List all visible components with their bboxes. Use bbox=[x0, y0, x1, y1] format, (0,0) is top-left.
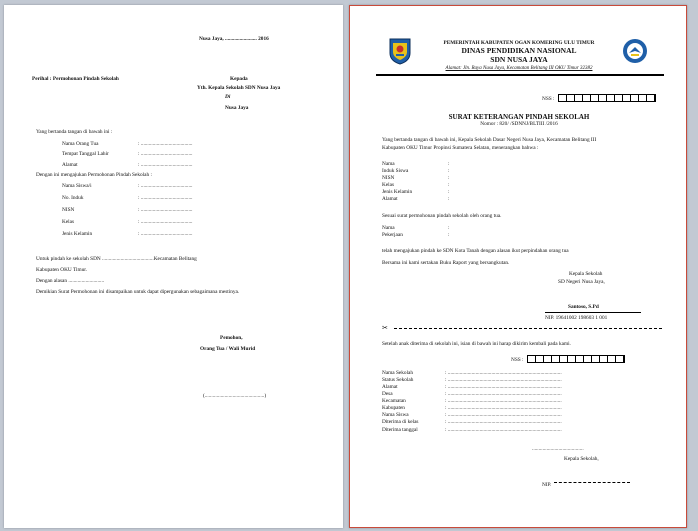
nss2-label: NSS : bbox=[511, 357, 524, 363]
cut-line bbox=[394, 328, 662, 329]
sign2-title: Kepala Sekolah, bbox=[564, 456, 599, 462]
field-label: Alamat bbox=[382, 384, 398, 390]
field-label: Pekerjaan bbox=[382, 232, 403, 238]
field-value: : ...................................................................................... bbox=[445, 370, 562, 376]
request-line: Sesuai surat permohonan pindah sekolah oleh orang tua. bbox=[382, 213, 502, 219]
signature-rule bbox=[545, 312, 641, 313]
sign-role: Orang Tua / Wali Murid bbox=[200, 346, 256, 352]
sign-title: Kepala Sekolah bbox=[569, 271, 603, 277]
field-label: Kecamatan bbox=[382, 398, 406, 404]
field-label: Nama bbox=[382, 225, 395, 231]
field-colon: : bbox=[448, 182, 450, 188]
field-label: Tempat Tanggal Lahir bbox=[62, 151, 109, 157]
sign-school: SD Negeri Nusa Jaya, bbox=[558, 279, 605, 285]
intro-line-2: Kabupaten OKU Timur Propinsi Sumatera Selatan, menerangkan bahwa : bbox=[382, 145, 539, 151]
field-value: : ...................................................................................... bbox=[445, 405, 562, 411]
field-value: : ....................................... bbox=[138, 151, 193, 157]
letter-date: Nusa Jaya, ........................ 2016 bbox=[199, 36, 269, 42]
field-value: : ...................................................................................... bbox=[445, 377, 562, 383]
field-value: : ....................................... bbox=[138, 141, 193, 147]
page-left bbox=[4, 5, 343, 528]
request-intro: Dengan ini mengajukan Permohonan Pindah Sekolah : bbox=[36, 172, 152, 178]
field-label: Kelas bbox=[62, 219, 75, 225]
header-rule bbox=[376, 74, 664, 76]
field-colon: : bbox=[448, 232, 450, 238]
cut-note: Setelah anak diterima di sekolah ini, isian di bawah ini harap dikirim kembali pada kami. bbox=[382, 341, 571, 347]
field-label: Induk Siswa bbox=[382, 168, 409, 174]
field-value: : ...................................................................................... bbox=[445, 419, 562, 425]
nss-label: NSS : bbox=[542, 96, 555, 102]
field-label: NISN bbox=[62, 207, 75, 213]
field-label: Alamat bbox=[62, 162, 78, 168]
field-label: Alamat bbox=[382, 196, 398, 202]
signer-nip: NIP. 19641002 198603 1 001 bbox=[545, 315, 608, 321]
header-address: Alamat: Jln. Raya Nusa Jaya, Kecamatan Belitang III OKU Timur 32382 bbox=[445, 66, 593, 71]
header-dinas: DINAS PENDIDIKAN NASIONAL bbox=[461, 46, 577, 55]
submitted-line: telah mengajukan pindah ke SDN Kota Tanah dengan alasan ikut perpindahan orang tua bbox=[382, 248, 569, 254]
field-colon: : bbox=[448, 161, 450, 167]
attached-line: Bersama ini kami sertakan Buku Raport yang bersangkutan. bbox=[382, 260, 510, 266]
field-value: : ...................................................................................... bbox=[445, 398, 562, 404]
regency-line: Kabupaten OKU Timur. bbox=[36, 267, 88, 273]
reason-line: Dengan alasan ........................... bbox=[36, 278, 105, 284]
field-label: NISN bbox=[382, 175, 395, 181]
intro-text: Yang bertanda tangan di bawah ini : bbox=[36, 129, 113, 135]
field-value: : ....................................... bbox=[138, 195, 193, 201]
field-label: Diterima di kelas bbox=[382, 419, 419, 425]
perihal-line: Perihal : Permohonan Pindah Sekolah bbox=[32, 76, 119, 82]
sign2-date: ....................................... bbox=[532, 446, 584, 452]
scissors-icon: ✂ bbox=[382, 324, 388, 332]
field-value: : ...................................................................................... bbox=[445, 427, 562, 433]
field-label: Nama Siswa/i bbox=[62, 183, 92, 189]
field-value: : ....................................... bbox=[138, 162, 193, 168]
sign2-nip: NIP. bbox=[542, 482, 552, 488]
header-gov: PEMERINTAH KABUPATEN OGAN KOMERING ULU TIMUR bbox=[443, 40, 595, 46]
field-colon: : bbox=[448, 196, 450, 202]
field-value: : ....................................... bbox=[138, 231, 193, 237]
field-label: Kelas bbox=[382, 182, 395, 188]
field-label: Kabupaten bbox=[382, 405, 405, 411]
di-label: Di bbox=[225, 94, 231, 100]
field-value: : ....................................... bbox=[138, 183, 193, 189]
field-label: Nama Orang Tua bbox=[62, 141, 99, 147]
field-value: : ....................................... bbox=[138, 219, 193, 225]
field-colon: : bbox=[448, 168, 450, 174]
field-value: : ...................................................................................... bbox=[445, 412, 562, 418]
field-label: Jenis Kelamin bbox=[382, 189, 413, 195]
sign-title: Pemohon, bbox=[220, 335, 243, 341]
field-label: Jenis Kelamin bbox=[62, 231, 93, 237]
sign2-rule bbox=[554, 482, 630, 483]
field-label: Nama Sekolah bbox=[382, 370, 414, 376]
field-colon: : bbox=[448, 175, 450, 181]
field-colon: : bbox=[448, 225, 450, 231]
sign-blank: (.............................................) bbox=[203, 393, 267, 399]
intro-line-1: Yang bertanda tangan di bawah ini, Kepala Sekolah Dasar Negeri Nusa Jaya, Kecamatan Belitang III bbox=[382, 137, 597, 143]
field-value: : ...................................................................................... bbox=[445, 391, 562, 397]
header-school: SDN NUSA JAYA bbox=[490, 55, 548, 64]
destination-line: Untuk pindah ke sekolah SDN .......................................Kecamatan Belitang bbox=[36, 256, 197, 262]
closing-line: Demikian Surat Permohonan ini disampaikan untuk dapat dipergunakan sebagaimana mestinya. bbox=[36, 289, 240, 295]
field-label: No. Induk bbox=[62, 195, 84, 201]
field-value: : ....................................... bbox=[138, 207, 193, 213]
field-label: Diterima tanggal bbox=[382, 427, 418, 433]
field-label: Nama Siswa bbox=[382, 412, 409, 418]
recipient-line: Yth. Kepala Sekolah SDN Nusa Jaya bbox=[197, 85, 281, 91]
kepada-label: Kepada bbox=[230, 76, 248, 82]
field-label: Nama bbox=[382, 161, 395, 167]
doc-number: Nomor : 820/ /SDNNJ/BLTIII /2016 bbox=[480, 121, 558, 127]
recipient-place: Nusa Jaya bbox=[225, 105, 249, 111]
nss-boxes bbox=[558, 94, 656, 102]
doc-title: SURAT KETERANGAN PINDAH SEKOLAH bbox=[448, 113, 590, 121]
page-right bbox=[349, 5, 687, 528]
signer-name: Santoso, S.Pd bbox=[568, 304, 599, 310]
field-value: : ...................................................................................... bbox=[445, 384, 562, 390]
field-label: Status Sekolah bbox=[382, 377, 414, 383]
field-label: Desa bbox=[382, 391, 393, 397]
field-colon: : bbox=[448, 189, 450, 195]
nss2-boxes bbox=[527, 355, 625, 363]
